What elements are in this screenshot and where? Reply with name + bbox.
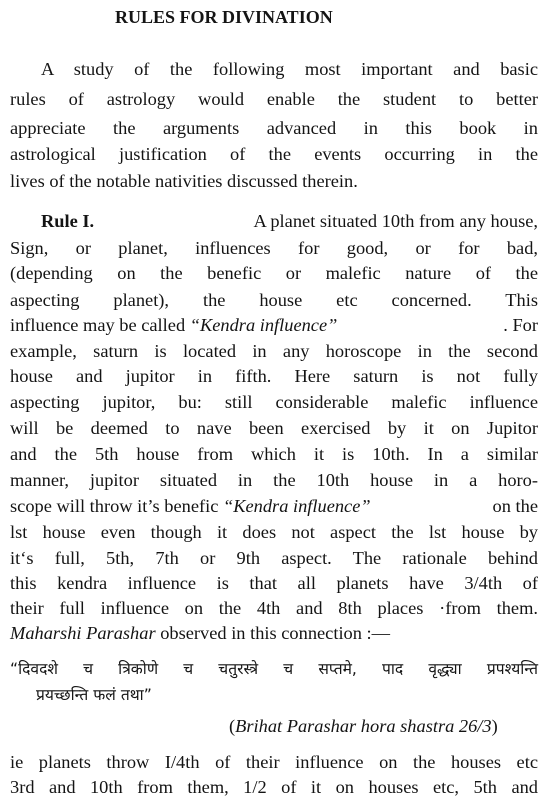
kendra-line-post: . For <box>503 315 538 335</box>
rule1-line-13: lst house even though it does not aspect the lst house by <box>10 522 538 542</box>
citation-source: Brihat Parashar hora shastra 26/3 <box>235 716 492 736</box>
page-title: RULES FOR DIVINATION <box>115 7 333 27</box>
rule1-line-7: house and jupitor in fifth. Here saturn is not fully <box>10 366 538 386</box>
intro-line-5: lives of the notable nativities discussed therein. <box>10 171 358 191</box>
rule1-line-3: (depending on the benefic or malefic nature of the <box>10 263 538 283</box>
citation-close: ) <box>491 716 498 736</box>
parashar-line <box>10 622 390 644</box>
rule1-label: Rule I. <box>41 211 95 231</box>
rule1-line-10: and the 5th house from which it is 10th. In a similar <box>10 444 538 464</box>
rule1-line-11: manner, jupitor situated in the 10th house in a horo- <box>10 470 538 490</box>
rule1-scope-line <box>10 495 538 517</box>
intro-line-3: appreciate the arguments advanced in this book in <box>10 118 538 138</box>
kendra-line-pre: influence may be called <box>10 315 190 335</box>
rule1-kendra-line <box>10 314 538 336</box>
scope-line-post: on the <box>492 496 538 516</box>
rule1-line-8: aspecting jupitor, bu: still considerable malefic influence <box>10 392 538 412</box>
sanskrit-verse-line-2: प्रयच्छन्ति फलं तथा” <box>36 686 152 704</box>
intro-line-1: A study of the following most important and basic <box>41 59 538 79</box>
parashar-line-rest: observed in this connection :— <box>155 623 391 643</box>
rule1-first-line <box>41 210 538 232</box>
parashar-name: Maharshi Parashar <box>10 623 156 643</box>
kendra-term: “Kendra influence” <box>189 315 338 335</box>
scope-line-pre: scope will throw it’s benefic <box>10 496 223 516</box>
intro-line-4: astrological justification of the events occurring in the <box>10 144 538 164</box>
sanskrit-verse-line-1: “दिवदशे च त्रिकोणे च चतुरस्त्रे च सप्तमे, पाद वृद्ध्या प्रपश्यन्ति <box>10 660 538 678</box>
rule1-first-line-text: A planet situated 10th from any house, <box>253 211 538 231</box>
tail-line-2: 3rd and 10th from them, 1/2 of it on houses etc, 5th and <box>10 777 538 797</box>
citation-open: ( <box>229 716 236 736</box>
rule1-line-4: aspecting planet), the house etc concerned. This <box>10 290 538 310</box>
rule1-line-15: this kendra influence is that all planets have 3/4th of <box>10 573 538 593</box>
rule1-line-16: their full influence on the 4th and 8th places ·from them. <box>10 598 538 618</box>
rule1-line-14: it‘s full, 5th, 7th or 9th aspect. The rationale behind <box>10 548 538 568</box>
rule1-line-9: will be deemed to nave been exercised by it on Jupitor <box>10 418 538 438</box>
rule1-line-6: example, saturn is located in any horoscope in the second <box>10 341 538 361</box>
intro-line-2: rules of astrology would enable the student to better <box>10 89 538 109</box>
tail-line-1: ie planets throw I/4th of their influence on the houses etc <box>10 752 538 772</box>
kendra-term-2: “Kendra influence” <box>222 496 371 516</box>
rule1-line-2: Sign, or planet, influences for good, or for bad, <box>10 238 538 258</box>
citation <box>229 715 498 737</box>
